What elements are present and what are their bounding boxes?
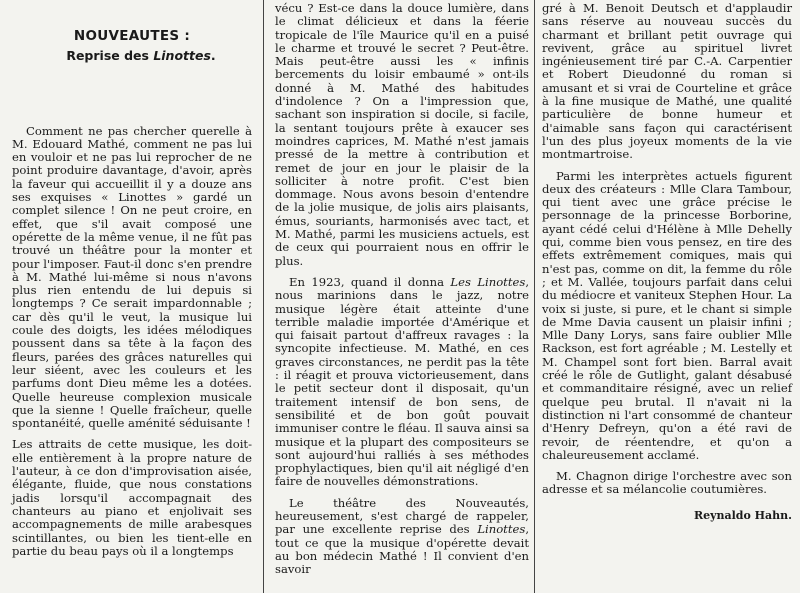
column-rule-2 <box>534 0 535 593</box>
work-title: Linottes <box>153 48 211 64</box>
paragraph: En 1923, quand il donna Les Linottes, nous marinions dans le jazz, notre musique légère était atteinte d'une terrible maladie importée d'Amérique et qui faisait partout d'affreux ravages : la syncopite infectieuse. M. Mathé, en ces graves circonstances, ne perdit pas la tête : il réagit et prouva victorieusement, dans le petit secteur dont il disposait, qu'un traitement intensif de bon sens, de sensibilité et de bon goût pouvait immuniser contre le fléau. Il sauva ainsi sa musique et la plupart des compositeurs se sont aujourd'hui ralliés à ses méthodes prophylactiques, bien qu'il ait négligé d'en faire de nouvelles démonstrations. <box>275 274 529 489</box>
paragraph: Les attraits de cette musique, les doit-elle entièrement à la propre nature de l'auteur, à ce don d'improvisation aisée, élégante, fluide, que nous constations jadis lorsqu'il accompagnait des chanteurs au piano et enjolivait ses accompagnements de mille arabesques scintillantes, ou bien les tient-elle en partie du beau pays où il a longtemps <box>12 437 252 558</box>
paragraph: Parmi les interprètes actuels figurent deux des créateurs : Mlle Clara Tambour, qui tient avec une grâce précise le personnage de la princesse Borborine, ayant cédé celui d'Hélène à Mlle Dehelly qui, comme bien vous pensez, en tire des effets extrêmement comiques, mais qui n'est pas, comme on dit, la femme du rôle ; et M. Vallée, toujours parfait dans celui du médiocre et vaniteux Stephen Hour. La voix si juste, si pure, et le chant si simple de Mme Davia causent un plaisir infini ; Mlle Dany Lorys, sans faire oublier Mlle Rackson, est fort agréable ; M. Lestelly et M. Champel sont fort bien. Barral avait créé le rôle de Gutlight, galant désabusé et commanditaire résigné, avec un relief quelque peu brutal. Il n'avait ni la distinction ni l'art consommé de chanteur d'Henry Defreyn, qu'on a été ravi de revoir, de réentendre, et qu'on a chaleureusement acclamé. <box>542 168 792 462</box>
paragraph: vécu ? Est-ce dans la douce lumière, dans le climat délicieux et dans la féerie tropicale de l'île Maurice qu'il en a puisé le charme et trouvé le secret ? Peut-être. Mais peut-être aussi les « infinis bercements du loisir embaumé » ont-ils donné à M. Mathé des habitudes d'indolence ? On a l'impression que, sachant son inspiration si docile, si facile, la sentant toujours prête à exaucer ses moindres caprices, M. Mathé n'est jamais pressé de la mettre à contribution et remet de jour en jour le plaisir de la solliciter à notre profit. C'est bien dommage. Nous avons besoin d'entendre de la jolie musique, de jolis airs plaisants, émus, souriants, harmonisés avec tact, et M. Mathé, parmi les musiciens actuels, est de ceux qui pourraient nous en offrir le plus. <box>275 1 529 268</box>
paragraph: M. Chagnon dirige l'orchestre avec son adresse et sa mélancolie coutumières. <box>542 469 792 497</box>
author-signature: Reynaldo Hahn. <box>693 508 792 522</box>
article-title: NOUVEAUTES : <box>73 28 191 44</box>
column-rule-1 <box>263 0 264 593</box>
paragraph: gré à M. Benoit Deutsch et d'applaudir sans réserve au nouveau succès du charmant et brillant petit ouvrage qui revivent, grâce au spirituel livret ingénieusement tiré par C.-A. Carpentier et Robert Dieudonné du roman si amusant et si vrai de Courteline et grâce à la fine musique de Mathé, une qualité particulière de bonne humeur et d'aimable sans façon qui caractérisent l'un des plus joyeux moments de la vie montmartroise. <box>542 1 792 162</box>
column-2 <box>275 2 529 576</box>
column-3 <box>542 2 792 522</box>
article-subtitle: Reprise des Linottes. <box>66 48 216 64</box>
article-header <box>12 30 252 63</box>
column-1 <box>12 6 252 558</box>
paragraph: Le théâtre des Nouveautés, heureusement, s'est chargé de rappeler, par une excellente reprise des Linottes, tout ce que la musique d'opérette devait au bon médecin Mathé ! Il convient d'en savoir <box>275 495 529 577</box>
paragraph: Comment ne pas chercher querelle à M. Edouard Mathé, comment ne pas lui en vouloir et ne pas lui reprocher de ne point produire davantage, d'avoir, après la faveur qui accueillit il y a douze ans ses exquises « Linottes » gardé un complet silence ! On ne peut croire, en effet, que s'il avait composé une opérette de la même venue, il ne fût pas trouvé un théâtre pour la monter et pour l'imposer. Faut-il donc s'en prendre à M. Mathé lui-même si nous n'avons plus rien entendu de lui depuis si longtemps ? Ce serait impardonnable ; car dès qu'il le veut, la musique lui coule des doigts, les idées mélodiques poussent dans sa tête à la façon des fleurs, parées des grâces naturelles qui leur siéent, avec les couleurs et les parfums dont Dieu même les a dotées. Quelle heureuse complexion musicale que la sienne ! Quelle fraîcheur, quelle spontanéité, quelle aménité séduisante ! <box>12 123 252 431</box>
